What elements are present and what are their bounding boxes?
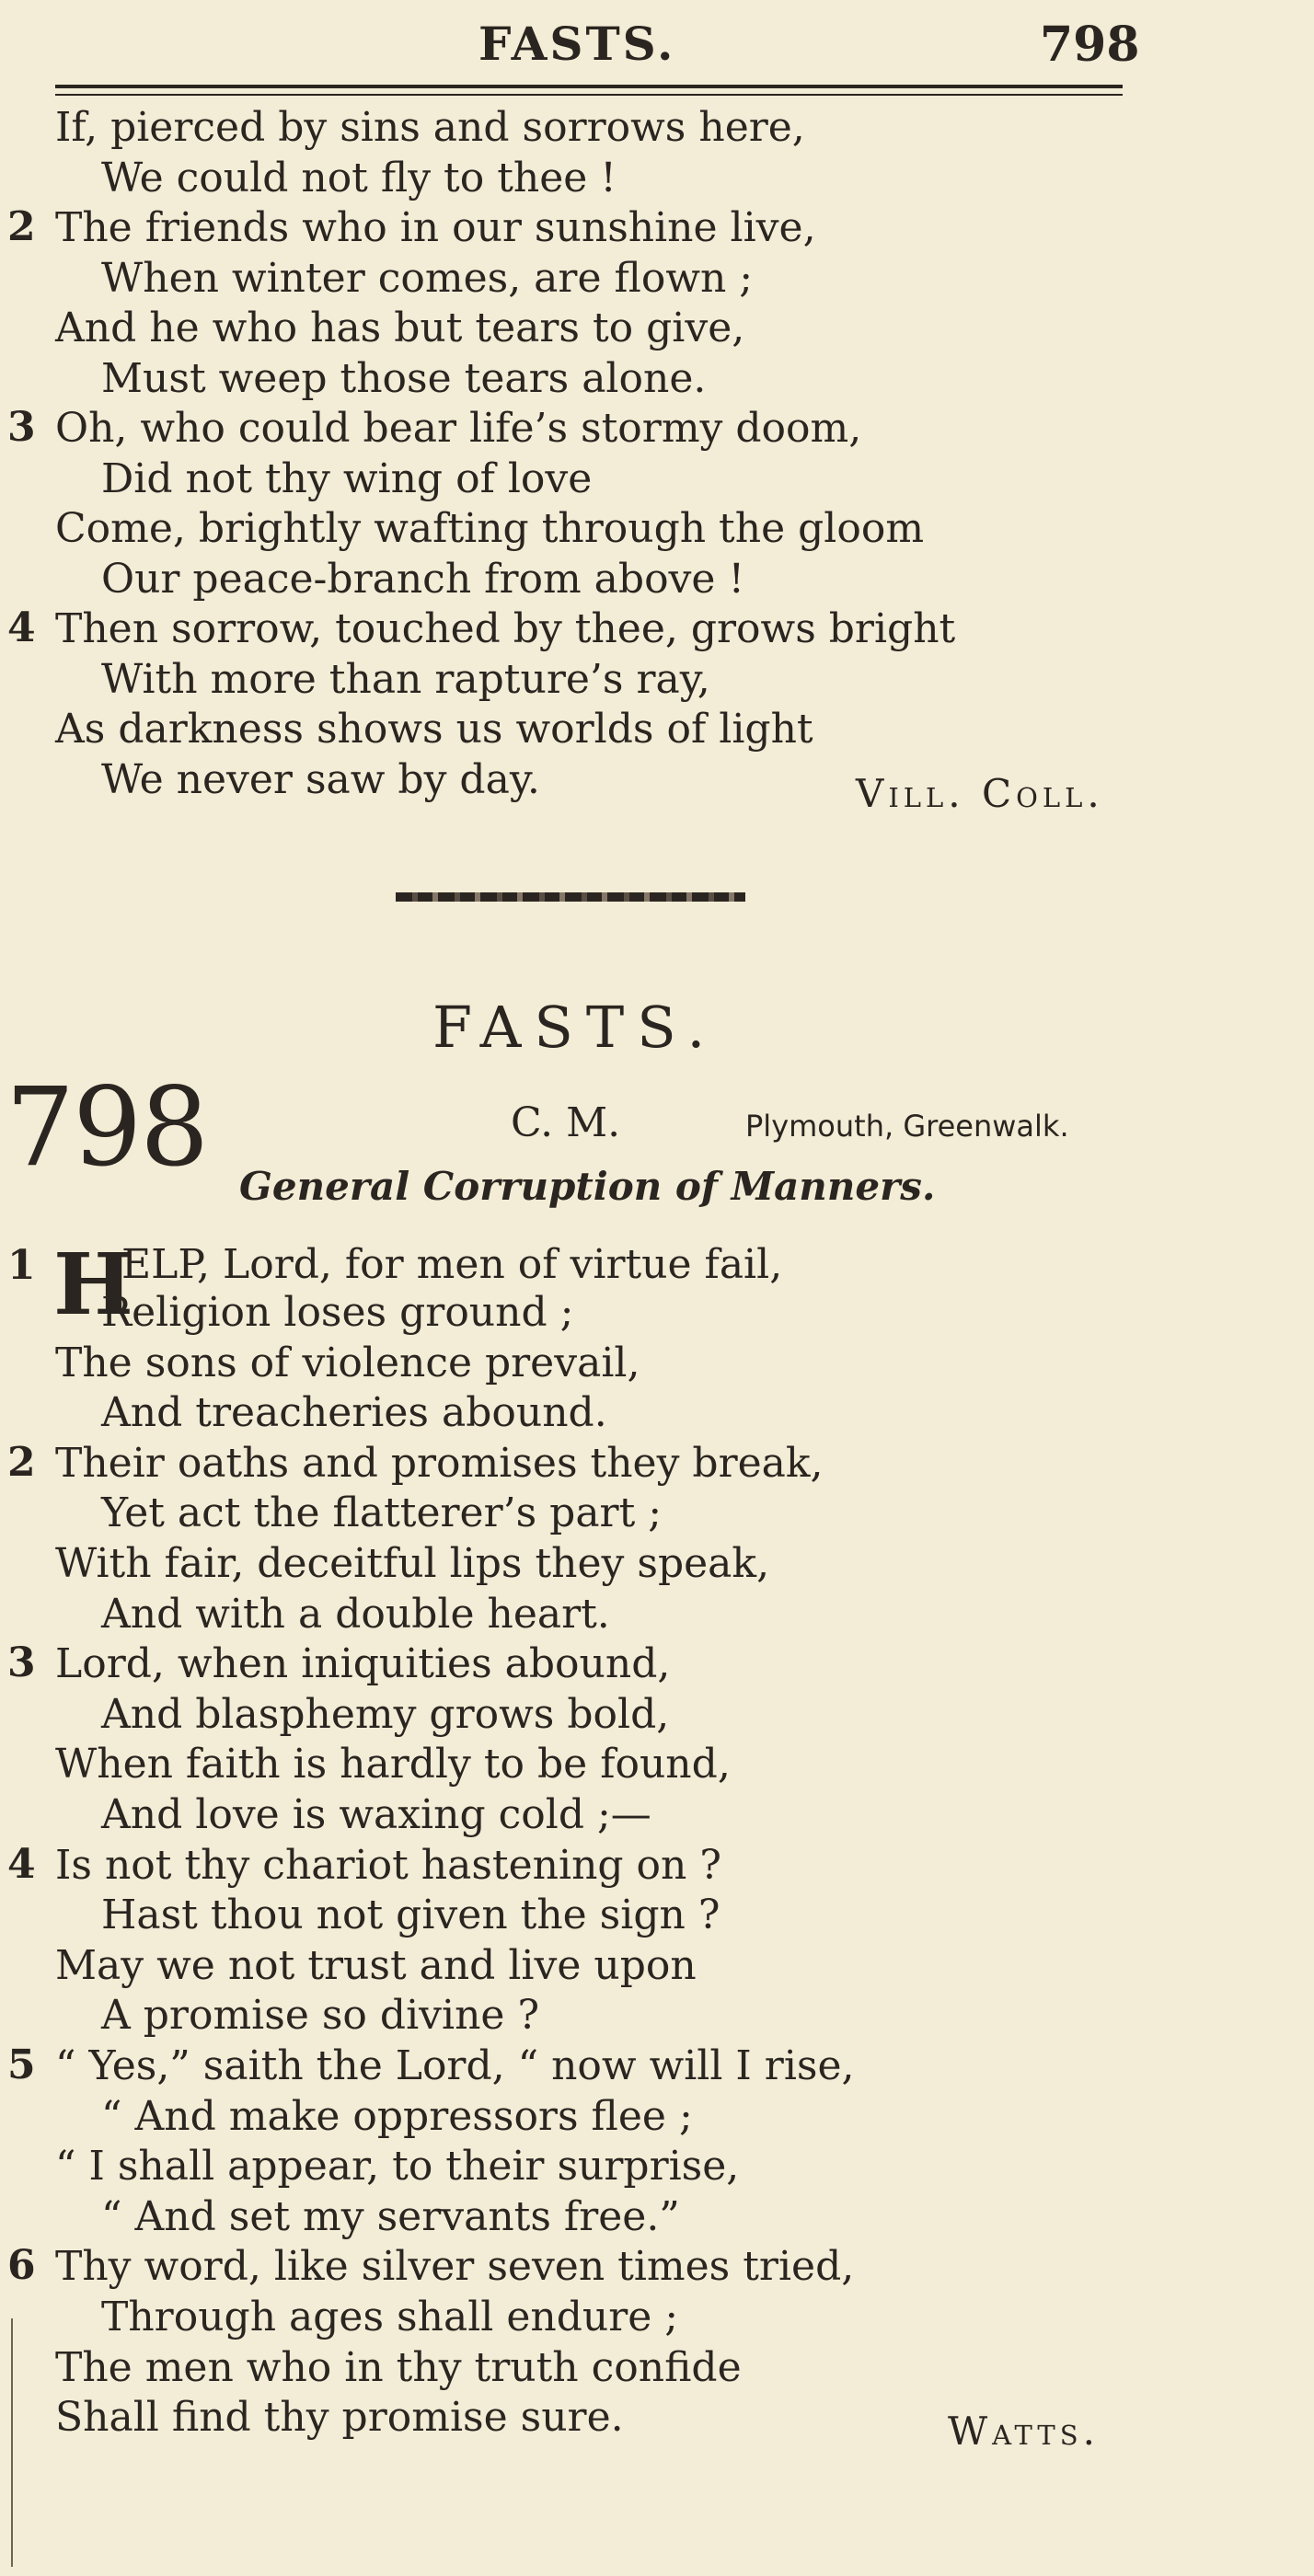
hymn-number: 798 bbox=[6, 1064, 208, 1190]
header-rule bbox=[55, 85, 1123, 96]
verse-line: A promise so divine ? bbox=[101, 1992, 540, 2040]
hymn-author: Watts. bbox=[948, 2409, 1100, 2454]
verse-line: The sons of violence prevail, bbox=[55, 1339, 640, 1386]
verse-line: Oh, who could bear life’s stormy doom, bbox=[55, 405, 862, 452]
first-line-text: ELP, Lord, for men of virtue fail, bbox=[121, 1241, 783, 1288]
verse-line: And with a double heart. bbox=[101, 1590, 610, 1638]
verse-line: Come, brightly wafting through the gloom bbox=[55, 505, 925, 552]
verse-line: Must weep those tears alone. bbox=[101, 354, 707, 402]
verse-line: We never saw by day. bbox=[101, 755, 540, 803]
stanza-number: 3 bbox=[7, 1639, 36, 1687]
verse-line: May we not trust and live upon bbox=[55, 1941, 697, 1989]
verse-line: When faith is hardly to be found, bbox=[55, 1741, 731, 1788]
running-head-title: FASTS. bbox=[478, 17, 676, 71]
verse-line: Their oaths and promises they break, bbox=[55, 1439, 824, 1487]
verse-line: Lord, when iniquities abound, bbox=[55, 1640, 671, 1688]
verse-line: Is not thy chariot hastening on ? bbox=[55, 1841, 721, 1889]
hymn-subject: General Corruption of Manners. bbox=[239, 1164, 936, 1209]
verse-line: With fair, deceitful lips they speak, bbox=[55, 1540, 770, 1587]
verse-line: When winter comes, are flown ; bbox=[101, 254, 754, 302]
hymn-tunes: Plymouth, Greenwalk. bbox=[745, 1109, 1069, 1144]
page-number: 798 bbox=[1040, 17, 1140, 73]
stanza-number: 2 bbox=[7, 203, 36, 250]
verse-line: Thy word, like silver seven times tried, bbox=[55, 2243, 855, 2291]
verse-line: If, pierced by sins and sorrows here, bbox=[55, 104, 805, 151]
stanza-number: 3 bbox=[7, 404, 36, 451]
verse-line: With more than rapture’s ray, bbox=[101, 655, 710, 703]
stanza-number: 4 bbox=[7, 604, 36, 651]
stanza-number: 6 bbox=[7, 2242, 36, 2290]
verse-line: Religion loses ground ; bbox=[101, 1289, 574, 1336]
section-divider-ornament bbox=[396, 892, 745, 902]
verse-line: Hast thou not given the sign ? bbox=[101, 1892, 720, 1939]
verse-line: “ And set my servants free.” bbox=[101, 2192, 680, 2240]
section-title: FASTS. bbox=[432, 994, 719, 1061]
verse-line: “ Yes,” saith the Lord, “ now will I rise, bbox=[55, 2042, 855, 2089]
verse-line: Then sorrow, touched by thee, grows bright bbox=[55, 605, 956, 652]
verse-line: We could not fly to thee ! bbox=[101, 154, 617, 201]
verse-line: Yet act the flatterer’s part ; bbox=[101, 1489, 663, 1537]
previous-hymn-author: Vill. Coll. bbox=[856, 771, 1104, 816]
verse-line: Our peace-branch from above ! bbox=[101, 555, 745, 603]
verse-line: The friends who in our sunshine live, bbox=[55, 204, 816, 251]
verse-line: “ And make oppressors flee ; bbox=[101, 2092, 693, 2140]
verse-line: And he who has but tears to give, bbox=[55, 305, 745, 351]
hymn-meter: C. M. bbox=[511, 1099, 621, 1146]
verse-line: “ I shall appear, to their surprise, bbox=[55, 2143, 740, 2191]
verse-line: And blasphemy grows bold, bbox=[101, 1690, 670, 1738]
verse-line: The men who in thy truth confide bbox=[55, 2343, 742, 2391]
verse-line: As darkness shows us worlds of light bbox=[55, 706, 813, 753]
stanza-number: 1 bbox=[7, 1242, 36, 1289]
stanza-number: 5 bbox=[7, 2041, 36, 2088]
stanza-number: 4 bbox=[7, 1840, 36, 1888]
drop-cap: H bbox=[53, 1235, 133, 1334]
verse-line: Through ages shall endure ; bbox=[101, 2294, 679, 2340]
verse-line: Shall find thy promise sure. bbox=[55, 2394, 624, 2442]
verse-line: And treacheries abound. bbox=[101, 1389, 607, 1437]
verse-line: Did not thy wing of love bbox=[101, 454, 593, 502]
margin-mark bbox=[11, 2318, 13, 2567]
stanza-number: 2 bbox=[7, 1438, 36, 1486]
running-head bbox=[0, 7, 1314, 72]
verse-line: And love is waxing cold ;— bbox=[101, 1791, 651, 1838]
